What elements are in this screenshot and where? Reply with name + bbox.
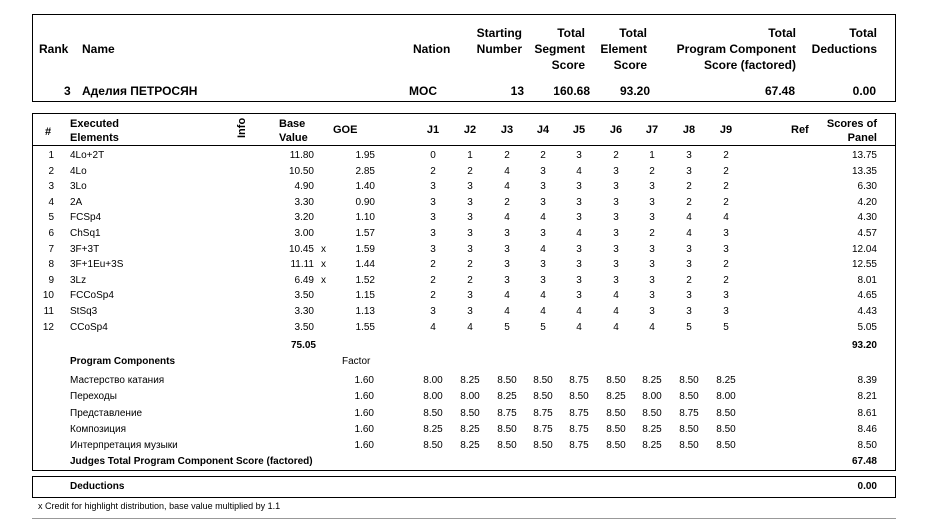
component-panel-score: 8.39: [857, 375, 877, 386]
component-judge-score: 8.75: [569, 423, 589, 435]
component-judge-score: 8.00: [642, 391, 662, 403]
element-name: CCoSp4: [70, 321, 108, 333]
element-judge-score: 2: [649, 228, 655, 239]
element-judge-score: 3: [540, 274, 546, 286]
footnote: x Credit for highlight distribution, base value multiplied by 1.1: [38, 501, 281, 511]
component-name: Композиция: [70, 423, 127, 435]
element-base-value: 6.49: [294, 274, 314, 286]
element-goe: 1.40: [355, 181, 375, 193]
element-judge-score: 3: [613, 228, 619, 239]
element-judge-score: 3: [649, 306, 655, 317]
element-name: StSq3: [70, 306, 98, 317]
element-judge-score: 3: [613, 196, 619, 208]
element-judge-score: 4: [576, 321, 582, 333]
component-judge-score: 8.00: [460, 391, 480, 403]
element-base-value: 4.90: [294, 181, 314, 193]
element-panel-score: 6.30: [857, 181, 877, 193]
component-judge-score: 8.50: [423, 440, 443, 452]
element-judge-score: 3: [723, 243, 729, 255]
component-judge-score: 8.25: [642, 423, 662, 435]
element-judge-score: 3: [649, 212, 655, 224]
element-judge-score: 3: [613, 259, 619, 271]
judge-header-5: J5: [572, 124, 586, 136]
element-judge-score: 2: [723, 150, 729, 161]
element-judge-score: 3: [430, 228, 436, 239]
element-number: 6: [48, 228, 54, 239]
element-judge-score: 3: [576, 150, 582, 161]
judge-header-1: J1: [426, 124, 440, 136]
element-judge-score: 3: [686, 165, 692, 177]
element-judge-score: 2: [467, 274, 473, 286]
component-judge-score: 8.50: [606, 440, 626, 452]
component-judge-score: 8.00: [423, 391, 443, 403]
element-number: 1: [48, 150, 54, 161]
factor-header: Factor: [342, 356, 371, 367]
element-judge-score: 4: [504, 165, 510, 177]
component-judge-score: 8.50: [679, 375, 699, 386]
component-judge-score: 8.50: [569, 391, 589, 403]
element-judge-score: 3: [504, 243, 510, 255]
element-judge-score: 3: [467, 228, 473, 239]
element-judge-score: 2: [649, 165, 655, 177]
components-total-score: 67.48: [851, 456, 877, 467]
base-value-header: Base Value: [279, 118, 308, 144]
component-judge-score: 8.50: [716, 440, 736, 452]
element-judge-score: 4: [504, 181, 510, 193]
element-base-value: 10.45: [288, 243, 314, 255]
element-highlight-mark: x: [321, 243, 326, 255]
element-panel-score: 12.55: [851, 259, 877, 271]
skater-nation: MOC: [409, 84, 437, 98]
component-judge-score: 8.50: [679, 440, 699, 452]
program-component-score-header: Total Program Component Score (factored): [676, 26, 796, 72]
element-goe: 1.13: [355, 306, 375, 317]
element-name: 3F+3T: [70, 243, 100, 255]
component-name: Интерпретация музыки: [70, 440, 178, 452]
component-judge-score: 8.75: [497, 407, 517, 419]
element-base-value: 3.50: [294, 290, 314, 302]
component-judge-score: 8.75: [533, 423, 553, 435]
element-name: ChSq1: [70, 228, 101, 239]
element-judge-score: 2: [430, 165, 436, 177]
judge-header-6: J6: [609, 124, 623, 136]
element-name: 4Lo+2T: [70, 150, 105, 161]
component-judge-score: 8.25: [642, 440, 662, 452]
element-judge-score: 2: [430, 274, 436, 286]
element-judge-score: 2: [723, 274, 729, 286]
component-factor: 1.60: [354, 423, 374, 435]
components-total-label: Judges Total Program Component Score (factored): [70, 456, 313, 467]
element-judge-score: 4: [540, 243, 546, 255]
element-number: 7: [48, 243, 54, 255]
element-base-value: 11.80: [289, 150, 314, 161]
rank-header: Rank: [39, 42, 69, 56]
element-judge-score: 3: [540, 196, 546, 208]
component-judge-score: 8.50: [533, 391, 553, 403]
judge-header-2: J2: [463, 124, 477, 136]
element-judge-score: 3: [723, 290, 729, 302]
element-highlight-mark: x: [321, 274, 326, 286]
component-factor: 1.60: [354, 391, 374, 403]
element-judge-score: 2: [430, 259, 436, 271]
component-judge-score: 8.75: [679, 407, 699, 419]
element-judge-score: 2: [504, 196, 510, 208]
element-judge-score: 4: [467, 321, 473, 333]
element-judge-score: 5: [540, 321, 546, 333]
element-number: 10: [42, 290, 54, 302]
total-deductions-header: Total Deductions: [811, 26, 877, 56]
element-judge-score: 3: [576, 181, 582, 193]
component-judge-score: 8.50: [533, 440, 553, 452]
element-judge-score: 4: [504, 212, 510, 224]
judge-header-3: J3: [500, 124, 514, 136]
name-header: Name: [82, 42, 115, 56]
skater-total-element-score: 93.20: [619, 84, 650, 98]
component-judge-score: 8.25: [460, 440, 480, 452]
element-judge-score: 3: [686, 150, 692, 161]
element-judge-score: 3: [686, 259, 692, 271]
element-number: 9: [48, 274, 54, 286]
component-judge-score: 8.50: [679, 423, 699, 435]
element-judge-score: 4: [613, 306, 619, 317]
component-judge-score: 8.25: [460, 423, 480, 435]
component-judge-score: 8.00: [423, 375, 443, 386]
element-judge-score: 3: [576, 259, 582, 271]
component-judge-score: 8.50: [497, 423, 517, 435]
element-judge-score: 4: [686, 212, 692, 224]
element-judge-score: 3: [504, 228, 510, 239]
total-segment-score-header: Total Segment Score: [534, 26, 585, 72]
element-name: 3F+1Eu+3S: [70, 259, 124, 271]
component-judge-score: 8.50: [642, 407, 662, 419]
element-judge-score: 4: [649, 321, 655, 333]
element-judge-score: 3: [723, 306, 729, 317]
element-judge-score: 4: [613, 290, 619, 302]
element-name: 3Lo: [70, 181, 87, 193]
element-number: 8: [48, 259, 54, 271]
component-judge-score: 8.50: [716, 423, 736, 435]
element-judge-score: 2: [430, 290, 436, 302]
element-panel-score: 5.05: [857, 321, 877, 333]
component-factor: 1.60: [354, 375, 374, 386]
component-judge-score: 8.75: [569, 440, 589, 452]
element-judge-score: 3: [613, 181, 619, 193]
element-panel-score: 12.04: [851, 243, 877, 255]
skater-total-deductions: 0.00: [852, 84, 876, 98]
element-goe: 1.55: [355, 321, 375, 333]
element-judge-score: 4: [504, 306, 510, 317]
element-name: 4Lo: [70, 165, 87, 177]
element-number: 12: [42, 321, 54, 333]
element-judge-score: 2: [686, 274, 692, 286]
component-judge-score: 8.25: [642, 375, 662, 386]
element-judge-score: 3: [576, 212, 582, 224]
element-judge-score: 2: [686, 181, 692, 193]
element-goe: 1.52: [355, 274, 375, 286]
component-judge-score: 8.50: [606, 375, 626, 386]
element-judge-score: 3: [649, 290, 655, 302]
element-judge-score: 3: [504, 274, 510, 286]
component-panel-score: 8.61: [857, 407, 877, 419]
element-judge-score: 3: [540, 165, 546, 177]
judge-header-9: J9: [719, 124, 733, 136]
element-judge-score: 3: [576, 290, 582, 302]
element-judge-score: 3: [467, 181, 473, 193]
element-judge-score: 2: [613, 150, 619, 161]
component-judge-score: 8.00: [716, 391, 736, 403]
judge-header-8: J8: [682, 124, 696, 136]
element-goe: 1.44: [355, 259, 375, 271]
element-base-value: 3.50: [294, 321, 314, 333]
element-judge-score: 1: [467, 150, 473, 161]
elements-score-total: 93.20: [851, 340, 877, 351]
element-judge-score: 3: [467, 290, 473, 302]
total-element-score-header: Total Element Score: [600, 26, 647, 72]
element-base-value: 3.30: [294, 306, 314, 317]
component-panel-score: 8.50: [857, 440, 877, 452]
element-goe: 0.90: [355, 196, 375, 208]
element-judge-score: 3: [467, 212, 473, 224]
element-panel-score: 4.20: [857, 196, 877, 208]
element-judge-score: 4: [540, 306, 546, 317]
component-judge-score: 8.50: [423, 407, 443, 419]
ref-header: Ref: [791, 124, 809, 136]
component-judge-score: 8.50: [606, 423, 626, 435]
element-judge-score: 3: [723, 228, 729, 239]
element-name: FCCoSp4: [70, 290, 114, 302]
element-judge-score: 2: [723, 259, 729, 271]
element-judge-score: 4: [430, 321, 436, 333]
component-judge-score: 8.25: [716, 375, 736, 386]
component-judge-score: 8.75: [569, 375, 589, 386]
component-judge-score: 8.75: [533, 407, 553, 419]
element-base-value: 3.30: [294, 196, 314, 208]
element-judge-score: 2: [686, 196, 692, 208]
component-judge-score: 8.50: [460, 407, 480, 419]
element-judge-score: 0: [430, 150, 436, 161]
element-goe: 1.10: [355, 212, 375, 224]
element-goe: 2.85: [355, 165, 375, 177]
component-judge-score: 8.50: [679, 391, 699, 403]
component-name: Переходы: [70, 391, 117, 403]
component-name: Представление: [70, 407, 143, 419]
component-factor: 1.60: [354, 440, 374, 452]
element-judge-score: 3: [576, 274, 582, 286]
element-judge-score: 3: [649, 259, 655, 271]
element-name: FCSp4: [70, 212, 102, 224]
element-judge-score: 3: [576, 243, 582, 255]
element-judge-score: 3: [430, 181, 436, 193]
element-panel-score: 8.01: [857, 274, 877, 286]
element-judge-score: 3: [613, 243, 619, 255]
judge-header-7: J7: [645, 124, 659, 136]
element-judge-score: 5: [686, 321, 692, 333]
skater-starting-number: 13: [510, 84, 524, 98]
element-judge-score: 2: [467, 259, 473, 271]
element-base-value: 11.11: [290, 259, 314, 271]
element-judge-score: 3: [430, 196, 436, 208]
element-base-value: 3.00: [294, 228, 314, 239]
element-judge-score: 2: [540, 150, 546, 161]
element-judge-score: 4: [504, 290, 510, 302]
element-number: 2: [48, 165, 54, 177]
component-judge-score: 8.50: [533, 375, 553, 386]
element-judge-score: 3: [430, 306, 436, 317]
element-judge-score: 2: [467, 165, 473, 177]
num-header: #: [45, 126, 52, 138]
element-goe: 1.15: [355, 290, 375, 302]
info-header: Info: [236, 117, 248, 138]
component-panel-score: 8.21: [857, 391, 877, 403]
element-judge-score: 4: [576, 165, 582, 177]
element-judge-score: 4: [686, 228, 692, 239]
element-judge-score: 4: [576, 306, 582, 317]
element-judge-score: 2: [723, 165, 729, 177]
element-judge-score: 3: [467, 243, 473, 255]
element-goe: 1.95: [355, 150, 375, 161]
component-name: Мастерство катания: [70, 375, 165, 386]
element-judge-score: 3: [540, 228, 546, 239]
element-judge-score: 5: [723, 321, 729, 333]
element-judge-score: 3: [649, 196, 655, 208]
element-judge-score: 2: [723, 181, 729, 193]
element-judge-score: 3: [686, 306, 692, 317]
element-panel-score: 4.30: [857, 212, 877, 224]
component-judge-score: 8.25: [460, 375, 480, 386]
component-judge-score: 8.50: [716, 407, 736, 419]
element-number: 4: [48, 196, 54, 208]
element-base-value: 10.50: [288, 165, 314, 177]
element-goe: 1.59: [355, 243, 375, 255]
element-judge-score: 3: [613, 274, 619, 286]
element-judge-score: 3: [649, 274, 655, 286]
starting-number-header: Starting Number: [476, 26, 522, 56]
judge-header-4: J4: [536, 124, 550, 136]
element-judge-score: 3: [686, 290, 692, 302]
skater-program-component-score: 67.48: [764, 84, 795, 98]
goe-header: GOE: [333, 124, 358, 136]
element-judge-score: 3: [430, 243, 436, 255]
element-judge-score: 3: [504, 259, 510, 271]
element-number: 11: [43, 306, 54, 317]
element-judge-score: 4: [613, 321, 619, 333]
element-judge-score: 3: [467, 196, 473, 208]
skater-rank: 3: [64, 84, 71, 98]
element-panel-score: 4.43: [857, 306, 877, 317]
element-number: 5: [48, 212, 54, 224]
executed-elements-header: Executed Elements: [70, 118, 119, 144]
element-panel-score: 13.35: [851, 165, 877, 177]
component-judge-score: 8.25: [497, 391, 517, 403]
element-judge-score: 3: [613, 212, 619, 224]
element-judge-score: 3: [467, 306, 473, 317]
skater-total-segment-score: 160.68: [553, 84, 590, 98]
element-judge-score: 5: [504, 321, 510, 333]
component-judge-score: 8.75: [569, 407, 589, 419]
element-judge-score: 3: [430, 212, 436, 224]
element-judge-score: 3: [649, 181, 655, 193]
element-judge-score: 1: [649, 150, 655, 161]
element-goe: 1.57: [355, 228, 375, 239]
element-panel-score: 4.65: [857, 290, 877, 302]
element-name: 2A: [70, 196, 83, 208]
component-judge-score: 8.25: [606, 391, 626, 403]
component-factor: 1.60: [354, 407, 374, 419]
deductions-value: 0.00: [857, 481, 877, 492]
element-judge-score: 4: [576, 228, 582, 239]
scores-of-panel-header: Scores of Panel: [826, 118, 877, 144]
details-divider: [32, 145, 896, 146]
element-judge-score: 4: [723, 212, 729, 224]
skater-name: Аделия ПЕТРОСЯН: [82, 84, 198, 98]
component-judge-score: 8.25: [423, 423, 443, 435]
bottom-rule: [32, 518, 896, 519]
element-name: 3Lz: [70, 274, 87, 286]
program-components-title: Program Components: [70, 356, 176, 367]
deductions-box: [32, 476, 896, 498]
component-judge-score: 8.50: [497, 440, 517, 452]
element-judge-score: 3: [613, 165, 619, 177]
element-base-value: 3.20: [294, 212, 314, 224]
element-judge-score: 4: [540, 212, 546, 224]
element-judge-score: 3: [540, 259, 546, 271]
deductions-label: Deductions: [70, 481, 125, 492]
component-judge-score: 8.50: [606, 407, 626, 419]
element-panel-score: 4.57: [857, 228, 877, 239]
base-value-total: 75.05: [290, 340, 316, 351]
element-number: 3: [48, 181, 54, 193]
element-judge-score: 3: [649, 243, 655, 255]
component-judge-score: 8.50: [497, 375, 517, 386]
nation-header: Nation: [413, 42, 451, 56]
component-panel-score: 8.46: [857, 423, 877, 435]
element-judge-score: 3: [576, 196, 582, 208]
element-panel-score: 13.75: [851, 150, 877, 161]
element-highlight-mark: x: [321, 259, 326, 271]
element-judge-score: 2: [504, 150, 510, 161]
element-judge-score: 2: [723, 196, 729, 208]
element-judge-score: 4: [540, 290, 546, 302]
element-judge-score: 3: [686, 243, 692, 255]
element-judge-score: 3: [540, 181, 546, 193]
